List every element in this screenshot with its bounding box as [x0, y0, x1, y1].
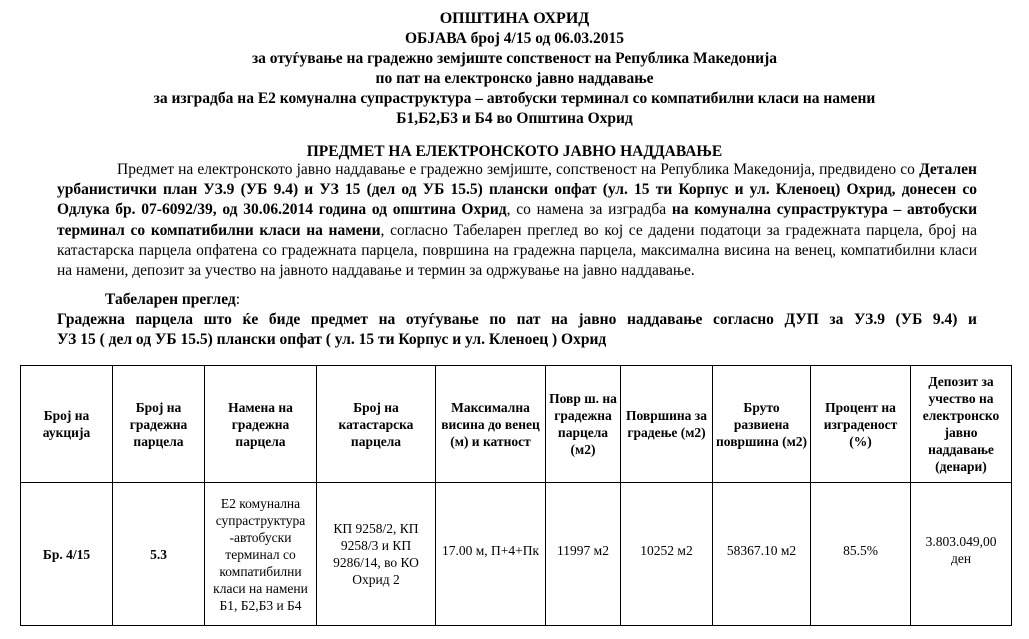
tabular-label-text: Табеларен преглед: [105, 291, 236, 308]
table-row: [21, 483, 1012, 626]
tabular-description-line-2: УЗ 15 ( дел од УБ 15.5) плански опфат ( ул. 15 ти Корпус и ул. Кленоец ) Охрид: [57, 331, 607, 348]
cell-purpose: Е2 комунална супраструктура -автобуски терминал со компатибилни класи на намени Б1, Б2,Б3 и Б4: [205, 483, 317, 626]
header-parcel-purpose: Намена на градежна парцела: [205, 366, 317, 483]
header-gross-area: Бруто развиена површина (м2): [713, 366, 811, 483]
subject-title: ПРЕДМЕТ НА ЕЛЕКТРОНСКОТО ЈАВНО НАДДАВАЊЕ: [306, 143, 723, 160]
heading-line-6: Б1,Б2,Б3 и Б4 во Општина Охрид: [396, 110, 633, 127]
header-build-percent: Процент на изграденост (%): [811, 366, 911, 483]
header-max-height: Максимална висина до венец (м) и катност: [436, 366, 546, 483]
cell-max-height: 17.00 м, П+4+Пк: [436, 483, 546, 626]
cell-parcel-area: 11997 м2: [546, 483, 621, 626]
tabular-description-line-1: Градежна парцела што ќе биде предмет на отуѓување по пат на јавно наддавање согласно ДУП за УЗ.9 (УБ 9.4) и: [57, 311, 977, 328]
notice-heading: [0, 9, 1029, 129]
header-building-area: Површина за градење (м2): [621, 366, 713, 483]
paragraph-plan-reference: Детален урбанистички план УЗ.9 (УБ 9.4) и УЗ 15 (дел од УБ 15.5) плански опфат (ул. 15 ти Корпус и ул. Кленоец) Охрид, донесен со Одлука бр. 07-6092/39, од 30.06.2014 година од општина Охрид: [57, 161, 977, 219]
cell-building-area: 10252 м2: [621, 483, 713, 626]
municipality-title: ОПШТИНА ОХРИД: [439, 10, 590, 27]
paragraph-end: , согласно Табеларен преглед во кој се дадени податоци за градежната парцела, број на катастарска парцела опфатена со градежната парцела, површина на градежна парцела, максимална висина на венец, компатибилни класи на намени, депозит за учество на јавното наддавање и термин за одржување на јавно наддавање.: [57, 221, 977, 280]
subject-paragraph: [57, 160, 977, 281]
tabular-label-colon: :: [235, 291, 241, 308]
header-auction: Број на аукција: [21, 366, 113, 483]
heading-line-5: за изградба на Е2 комунална супраструктура – автобуски терминал со компатибилни класи на намени: [153, 90, 876, 107]
cell-auction: Бр. 4/15: [21, 483, 113, 626]
tabular-overview-label: [105, 290, 240, 310]
header-parcel-number: Број на градежна парцела: [113, 366, 205, 483]
tabular-description: [57, 310, 977, 350]
header-cadastral-parcel: Број на катастарска парцела: [317, 366, 436, 483]
parcel-table: [20, 365, 1012, 626]
cell-percent: 85.5%: [811, 483, 911, 626]
cell-gross-area: 58367.10 м2: [713, 483, 811, 626]
header-deposit: Депозит за учество на електронско јавно наддавање (денари): [911, 366, 1012, 483]
paragraph-start: Предмет на електронското јавно наддавање е градежно земјиште, сопственост на Република Македонија, предвидено со: [117, 161, 920, 178]
paragraph-purpose: на комунална супраструктура – автобуски терминал со компатибилни класи на намени: [57, 201, 978, 239]
table-header-row: [21, 366, 1012, 483]
heading-line-3: за отуѓување на градежно земјиште сопственост на Република Македонија: [251, 50, 778, 67]
paragraph-middle: , со намена за изградба: [506, 201, 672, 219]
header-parcel-area: Повр ш. на градежна парцела (м2): [546, 366, 621, 483]
cell-cadastral: КП 9258/2, КП 9258/3 и КП 9286/14, во КО Охрид 2: [317, 483, 436, 626]
cell-deposit: 3.803.049,00 ден: [911, 483, 1012, 626]
cell-parcel-number: 5.3: [113, 483, 205, 626]
heading-line-4: по пат на електронско јавно наддавање: [375, 70, 654, 87]
notice-number: ОБЈАВА број 4/15 од 06.03.2015: [404, 30, 625, 47]
